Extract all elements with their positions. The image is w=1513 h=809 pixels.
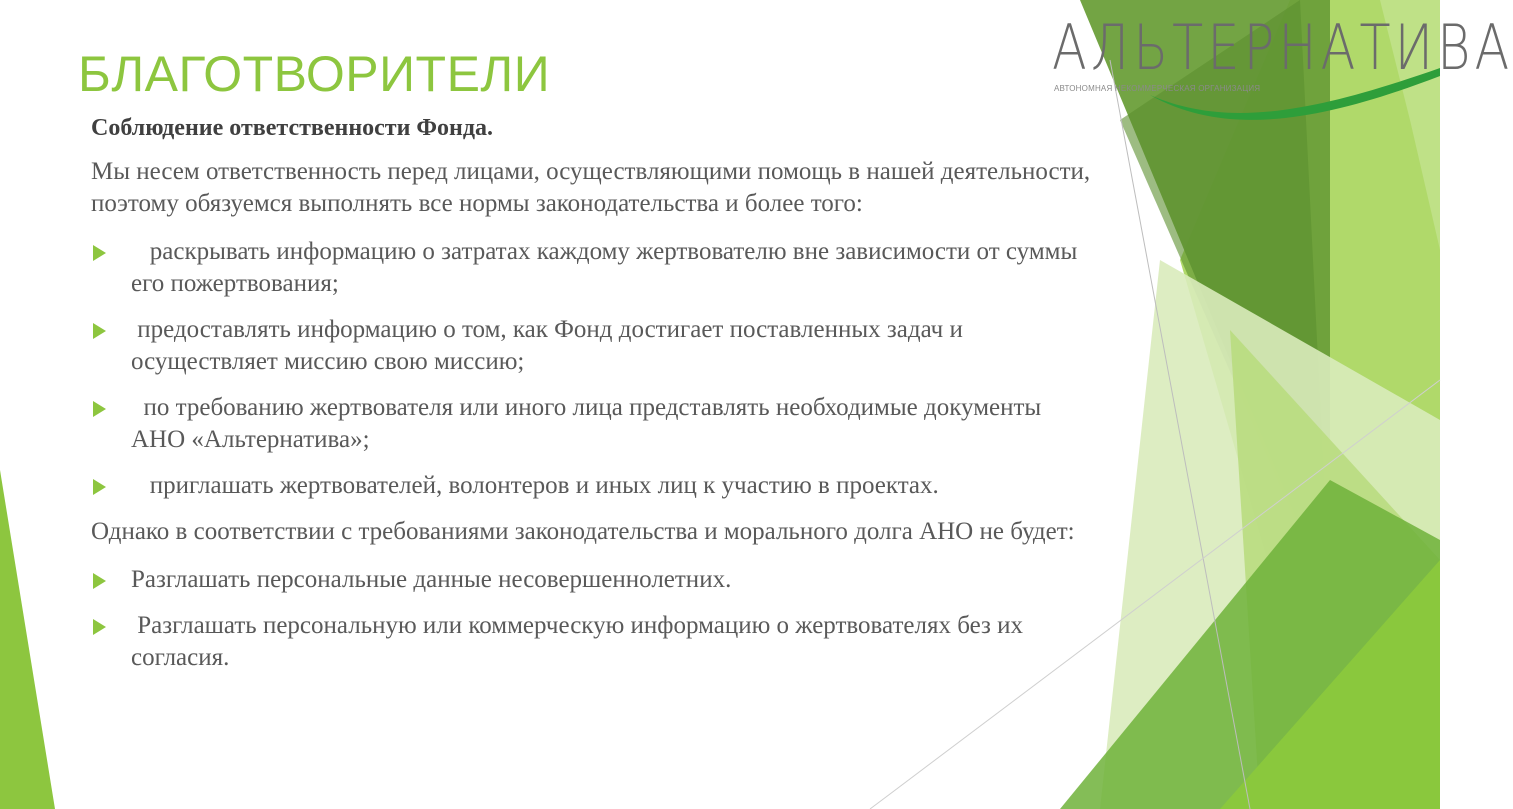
commitment-text: раскрывать информацию о затратах каждому жертвователю вне зависимости от суммы его пожертвования; [131, 238, 1078, 297]
logo-wordmark: АЛЬТЕРНАТИВА [1052, 11, 1513, 84]
slide-title: БЛАГОТВОРИТЕЛИ [78, 46, 551, 102]
bullet-arrow-icon [93, 323, 106, 339]
intro-paragraph: Мы несем ответственность перед лицами, осуществляющими помощь в нашей деятельности, поэтому обязуемся выполнять все нормы законодательства и более того: [91, 158, 1091, 217]
commitment-item [91, 470, 1091, 502]
bullet-arrow-icon [93, 479, 106, 495]
commitment-item [91, 236, 1091, 300]
restriction-item [91, 564, 1091, 596]
restriction-text: Разглашать персональные данные несовершеннолетних. [131, 566, 732, 593]
organization-logo [1052, 11, 1513, 127]
commitment-text: предоставлять информацию о том, как Фонд достигает поставленных задач и осуществляет миссию свою миссию; [131, 316, 963, 375]
bullet-arrow-icon [93, 619, 106, 635]
commitment-text: приглашать жертвователей, волонтеров и иных лиц к участию в проектах. [131, 472, 939, 499]
restriction-item [91, 610, 1091, 674]
slide-body [91, 112, 1091, 688]
restriction-intro: Однако в соответствии с требованиями законодательства и морального долга АНО не будет: [91, 518, 1075, 545]
commitment-item [91, 392, 1091, 456]
bullet-arrow-icon [93, 401, 106, 417]
bullet-arrow-icon [93, 245, 106, 261]
bullet-arrow-icon [93, 573, 106, 589]
commitment-item [91, 314, 1091, 378]
logo-subtitle: АВТОНОМНАЯ НЕКОММЕРЧЕСКАЯ ОРГАНИЗАЦИЯ [1054, 84, 1261, 93]
commitment-text: по требованию жертвователя или иного лица представлять необходимые документы АНО «Альтернатива»; [131, 394, 1042, 453]
subheading: Соблюдение ответственности Фонда. [91, 115, 493, 141]
restriction-text: Разглашать персональную или коммерческую информацию о жертвователях без их согласия. [131, 612, 1024, 671]
